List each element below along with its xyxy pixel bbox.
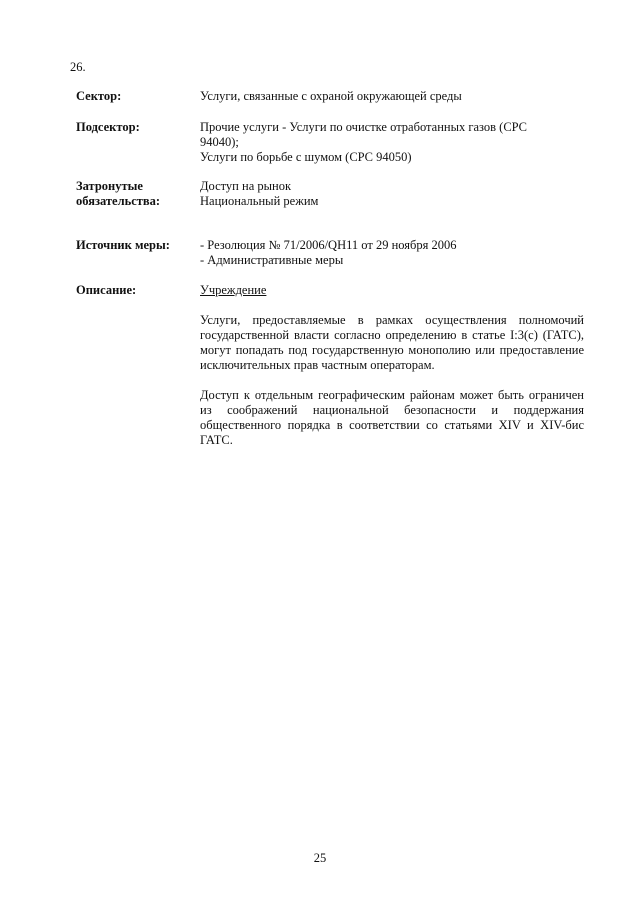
source-line: - Резолюция № 71/2006/QH11 от 29 ноября 2006 [200,238,457,252]
entry-number: 26. [70,60,86,74]
sector-row [76,89,584,104]
subsector-line: 94040); [200,135,239,149]
description-paragraph: Услуги, предоставляемые в рамках осуществления полномочий государственной власти согласно определению в статье I:3(c) (ГАТС), могут попадать под государственную монополию или предоставление исключительных прав частным операторам. [200,313,584,372]
description-row [76,283,584,448]
description-heading: Учреждение [200,283,267,297]
source-value [200,238,584,268]
subsector-label: Подсектор: [76,120,140,134]
subsector-value [200,120,584,165]
sector-value: Услуги, связанные с охраной окружающей среды [200,89,462,103]
source-line: - Административные меры [200,253,344,267]
obligations-label [76,179,200,209]
description-paragraph: Доступ к отдельным географическим районам может быть ограничен из соображений национальной безопасности и поддержания общественного порядка в соответствии со статьями XIV и XIV-бис ГАТС. [200,388,584,447]
subsector-line: Услуги по борьбе с шумом (CPC 94050) [200,150,412,164]
source-row [76,238,584,268]
obligations-line: Национальный режим [200,194,319,208]
sector-label: Сектор: [76,89,122,103]
obligations-line: Доступ на рынок [200,179,292,193]
source-label: Источник меры: [76,238,170,252]
description-label: Описание: [76,283,137,297]
obligations-row [76,179,584,209]
subsector-line: Прочие услуги - Услуги по очистке отработанных газов (CPC [200,120,527,134]
obligations-label-line: Затронутые [76,179,143,193]
obligations-value [200,179,584,209]
subsector-row [76,120,584,165]
obligations-label-line: обязательства: [76,194,161,208]
description-value [200,283,584,448]
page-number: 25 [313,851,327,865]
